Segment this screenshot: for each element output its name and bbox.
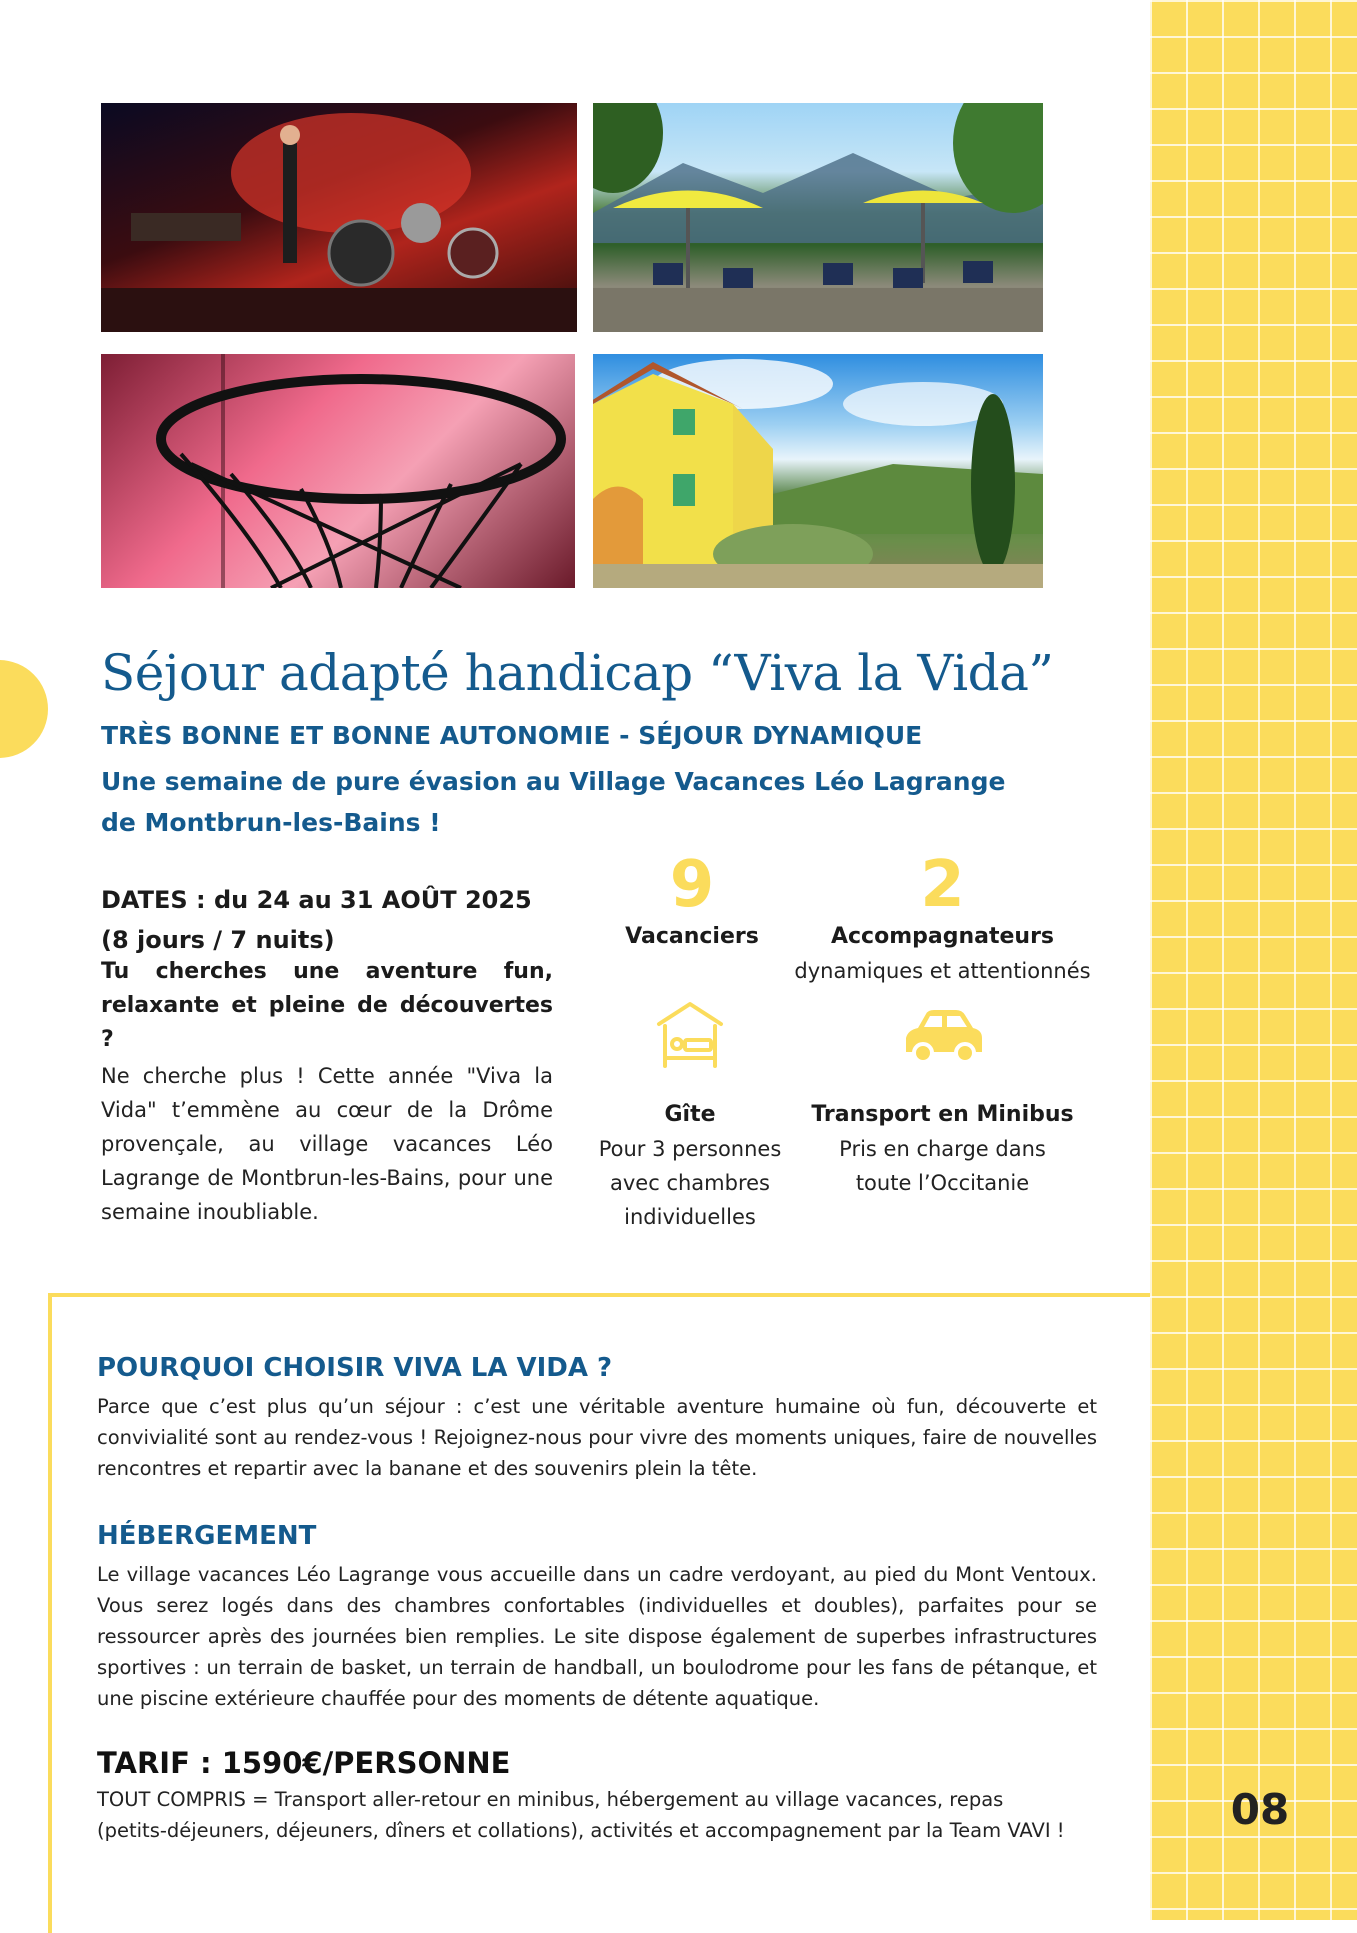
terrace-photo [593, 103, 1043, 332]
hebergement-body: Le village vacances Léo Lagrange vous accueille dans un cadre verdoyant, au pied du Mont Ventoux. Vous serez logés dans des chambres confortables (individuelles et doubles), parfaites pour se ressourcer après des journées bien remplies. Le site dispose également de superbes infrastructures sportives : un terrain de basket, un terrain de handball, un boulodrome pour les fans de pétanque, et une piscine extérieure chauffée pour des moments de détente aquatique. [97, 1563, 1097, 1710]
gite-desc-line-2: avec chambres [610, 1171, 770, 1195]
dates-block [101, 880, 532, 960]
terrace-photo-illustration [593, 103, 1043, 332]
tagline-line-2: de Montbrun-les-Bains ! [101, 808, 441, 837]
yellow-grid-sidebar [1150, 0, 1357, 1920]
why-body: Parce que c’est plus qu’un séjour : c’est une véritable aventure humaine où fun, découverte et convivialité sont au rendez-vous ! Rejoignez-nous pour vivre des moments uniques, faire de nouvelles rencontres et repartir avec la banane et des souvenirs plein la tête. [97, 1395, 1097, 1480]
tarif-body [97, 1784, 1107, 1846]
gite-desc-line-1: Pour 3 personnes [598, 1137, 782, 1161]
duration-line: (8 jours / 7 nuits) [101, 926, 335, 954]
basketball-photo-illustration [101, 354, 575, 588]
tarif-title: TARIF : 1590€/PERSONNE [97, 1746, 511, 1780]
concert-photo [101, 103, 577, 332]
page-title: Séjour adapté handicap “Viva la Vida” [101, 644, 1054, 702]
accompagnateurs-label: Accompagnateurs [830, 924, 1055, 949]
stat-gite [585, 1000, 795, 1234]
why-title: POURQUOI CHOISIR VIVA LA VIDA ? [97, 1353, 613, 1383]
gite-label: Gîte [664, 1102, 716, 1127]
transport-desc-line-1: Pris en charge dans [839, 1137, 1046, 1161]
stat-vacanciers [592, 850, 792, 954]
tarif-body-line-2: (petits-déjeuners, déjeuners, dîners et collations), activités et accompagnement par la Team VAVI ! [97, 1819, 1065, 1842]
question-line-2: relaxante et pleine de découvertes ? [101, 993, 553, 1052]
transport-label: Transport en Minibus [811, 1102, 1074, 1127]
transport-desc-line-2: toute l’Occitanie [855, 1171, 1030, 1195]
tagline-line-1: Une semaine de pure évasion au Village Vacances Léo Lagrange [101, 767, 1006, 796]
basketball-photo [101, 354, 575, 588]
hebergement-title: HÉBERGEMENT [97, 1521, 317, 1551]
vacanciers-label: Vacanciers [625, 924, 759, 949]
dates-line: DATES : du 24 au 31 AOÛT 2025 [101, 886, 532, 914]
car-icon [898, 1000, 988, 1070]
autonomy-subtitle: TRÈS BONNE ET BONNE AUTONOMIE - SÉJOUR DYNAMIQUE [101, 721, 923, 750]
house-bed-icon [655, 1000, 725, 1070]
gite-photo-illustration [593, 354, 1043, 588]
accompagnateurs-count: 2 [920, 848, 965, 922]
accompagnateurs-desc: dynamiques et attentionnés [794, 959, 1091, 983]
question-text [101, 955, 553, 1057]
intro-paragraph: Ne cherche plus ! Cette année "Viva la Vida" t’emmène au cœur de la Drôme provençale, au village vacances Léo Lagrange de Montbrun-les-Bains, pour une semaine inoubliable. [101, 1064, 553, 1224]
vacanciers-count: 9 [669, 848, 715, 922]
page-number: 08 [1230, 1785, 1290, 1834]
tagline [101, 761, 1061, 843]
concert-photo-illustration [101, 103, 577, 332]
tarif-body-line-1: TOUT COMPRIS = Transport aller-retour en minibus, hébergement au village vacances, repas [97, 1788, 1004, 1811]
question-line-1: Tu cherches une aventure fun, [101, 959, 553, 984]
stat-transport [800, 1000, 1085, 1200]
gite-desc-line-3: individuelles [624, 1205, 756, 1229]
gite-photo [593, 354, 1043, 588]
decorative-half-circle [0, 660, 48, 758]
stat-accompagnateurs [780, 850, 1105, 988]
